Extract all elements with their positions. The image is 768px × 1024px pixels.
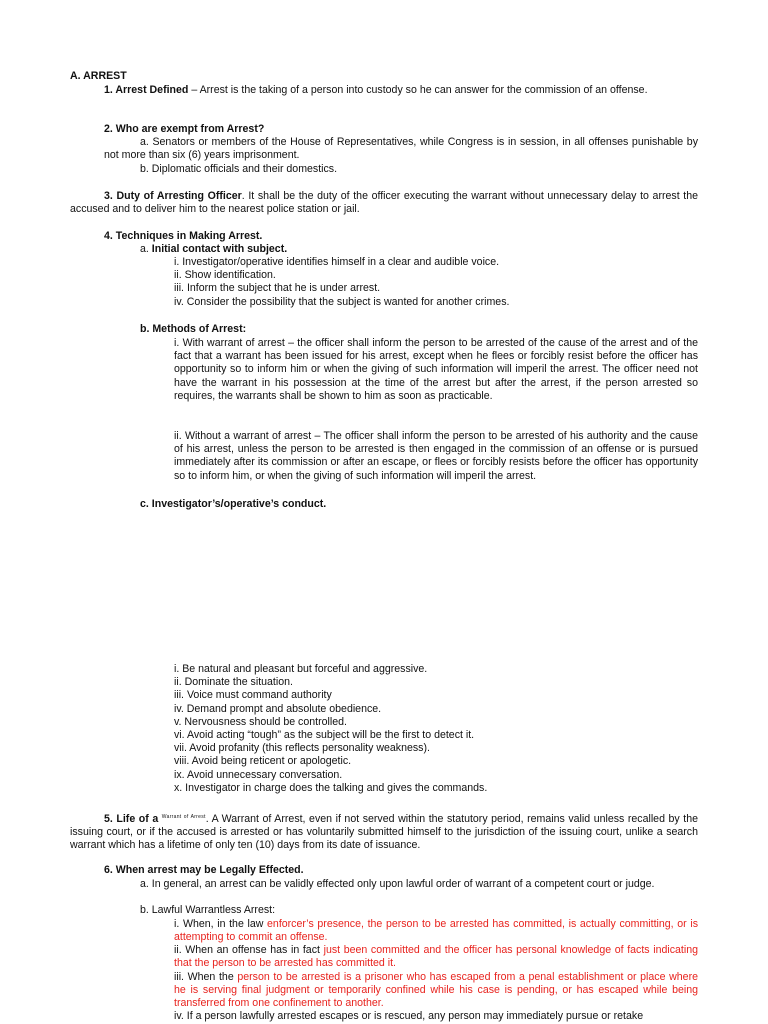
conduct-title: c. Investigator’s/operative’s conduct. [140,498,327,510]
warrantless-ii [174,944,698,970]
section-heading: A. ARREST [70,70,127,82]
exempt-item-a: a. Senators or members of the House of Representatives, while Congress is in session, in all offenses punishable by not more than six (6) years imprisonment. [104,136,698,162]
initial-contact-list [174,256,509,309]
list-item: iv. Demand prompt and absolute obedience. [174,702,382,715]
life-tiny-label: Warrant of Arrest [161,814,206,820]
warrantless-iv: iv. If a person lawfully arrested escapes or is rescued, any person may immediately pursue or retake [174,1010,644,1022]
list-item: i. Be natural and pleasant but forceful and aggressive. [174,663,428,675]
techniques-title: 4. Techniques in Making Arrest. [104,230,263,242]
warrantless-iii-text: iii. When the [174,971,238,983]
list-item: x. Investigator in charge does the talking and gives the commands. [174,781,488,794]
method-with-warrant: i. With warrant of arrest – the officer shall inform the person to be arrested of the cause of the arrest and of the fact that a warrant has been issued for his arrest, except when he flees or forcibly resist before the officer has opportunity so to inform him or when the giving of such information will imperil the arrest. The officer need not have the warrant in his possession at the time of the arrest but after the arrest, if the person arrested so requires, the warrants shall be shown to him as soon as practicable. [174,337,698,402]
list-item: vii. Avoid profanity (this reflects personality weakness). [174,742,430,755]
legally-effected-title: 6. When arrest may be Legally Effected. [104,864,304,876]
exempt-title: 2. Who are exempt from Arrest? [104,123,265,135]
list-item: vi. Avoid acting “tough” as the subject will be the first to detect it. [174,729,475,742]
legally-effected-a: a. In general, an arrest can be validly effected only upon lawful order of warrant of a competent court or judge. [140,878,655,890]
initial-contact-title: Initial contact with subject. [151,243,288,255]
method-without-warrant: ii. Without a warrant of arrest – The officer shall inform the person to be arrested of his authority and the cause of his arrest, unless the person to be arrested is then engaged in the commission of an offense or is pursued immediately after its commission or after an escape, or flees or forcibly resists before the officer has opportunity so to inform him, or when the giving of such information will imperil the arrest. [174,430,698,482]
warrantless-i-text: i. When, in the law [174,918,268,930]
list-item: iii. Inform the subject that he is under arrest. [174,282,381,295]
warrantless-ii-highlight: just been committed and the officer has personal knowledge of facts indicating that the person to be arrested has committed it. [174,944,699,970]
paragraph-life-of-warrant [70,811,698,853]
warrantless-iii-highlight: person to be arrested is a prisoner who has escaped from a penal establishment or place where he is serving final judgment or temporarily confined while his case is pending, or has escaped while being transferred from one confinement to another. [174,971,698,1010]
warrantless-i [174,918,698,944]
list-item: v. Nervousness should be controlled. [174,715,347,728]
list-item: ii. Dominate the situation. [174,676,293,689]
paragraph-arrest-defined [70,84,698,97]
list-item: viii. Avoid being reticent or apologetic. [174,755,352,768]
warrantless-ii-text: ii. When an offense has in fact [174,944,324,956]
arrest-defined-text: – Arrest is the taking of a person into custody so he can answer for the commission of an offense. [188,84,648,96]
initial-contact-prefix: a. [140,243,152,255]
warrantless-title: b. Lawful Warrantless Arrest: [140,904,276,916]
initial-contact-heading [140,243,287,256]
list-item: iii. Voice must command authority [174,689,332,702]
list-item: ix. Avoid unnecessary conversation. [174,768,343,781]
list-item: i. Investigator/operative identifies himself in a clear and audible voice. [174,256,500,268]
conduct-list [174,663,487,795]
warrantless-iii [174,971,698,1011]
life-text: . A Warrant of Arrest, even if not served within the statutory period, remains valid unless recalled by the issuing court, or if the accused is arrested or has voluntarily submitted himself to the jurisdiction of the issuing court, unlike a search warrant which has a lifetime of only ten (10) days from its date of issuance. [70,813,698,852]
methods-title: b. Methods of Arrest: [140,323,247,335]
list-item: ii. Show identification. [174,269,276,282]
duty-text: . It shall be the duty of the officer executing the warrant without unnecessary delay to arrest the accused and to deliver him to the nearest police station or jail. [70,190,698,216]
exempt-item-b: b. Diplomatic officials and their domestics. [140,163,338,175]
paragraph-duty [70,190,698,216]
life-title: 5. Life of a [104,813,162,825]
duty-title: 3. Duty of Arresting Officer [104,190,242,202]
list-item: iv. Consider the possibility that the subject is wanted for another crimes. [174,295,510,308]
warrantless-i-highlight: enforcer’s presence, the person to be arrested has committed, is actually committing, or is attempting to commit an offense. [174,918,698,944]
arrest-defined-title: 1. Arrest Defined [104,84,189,96]
